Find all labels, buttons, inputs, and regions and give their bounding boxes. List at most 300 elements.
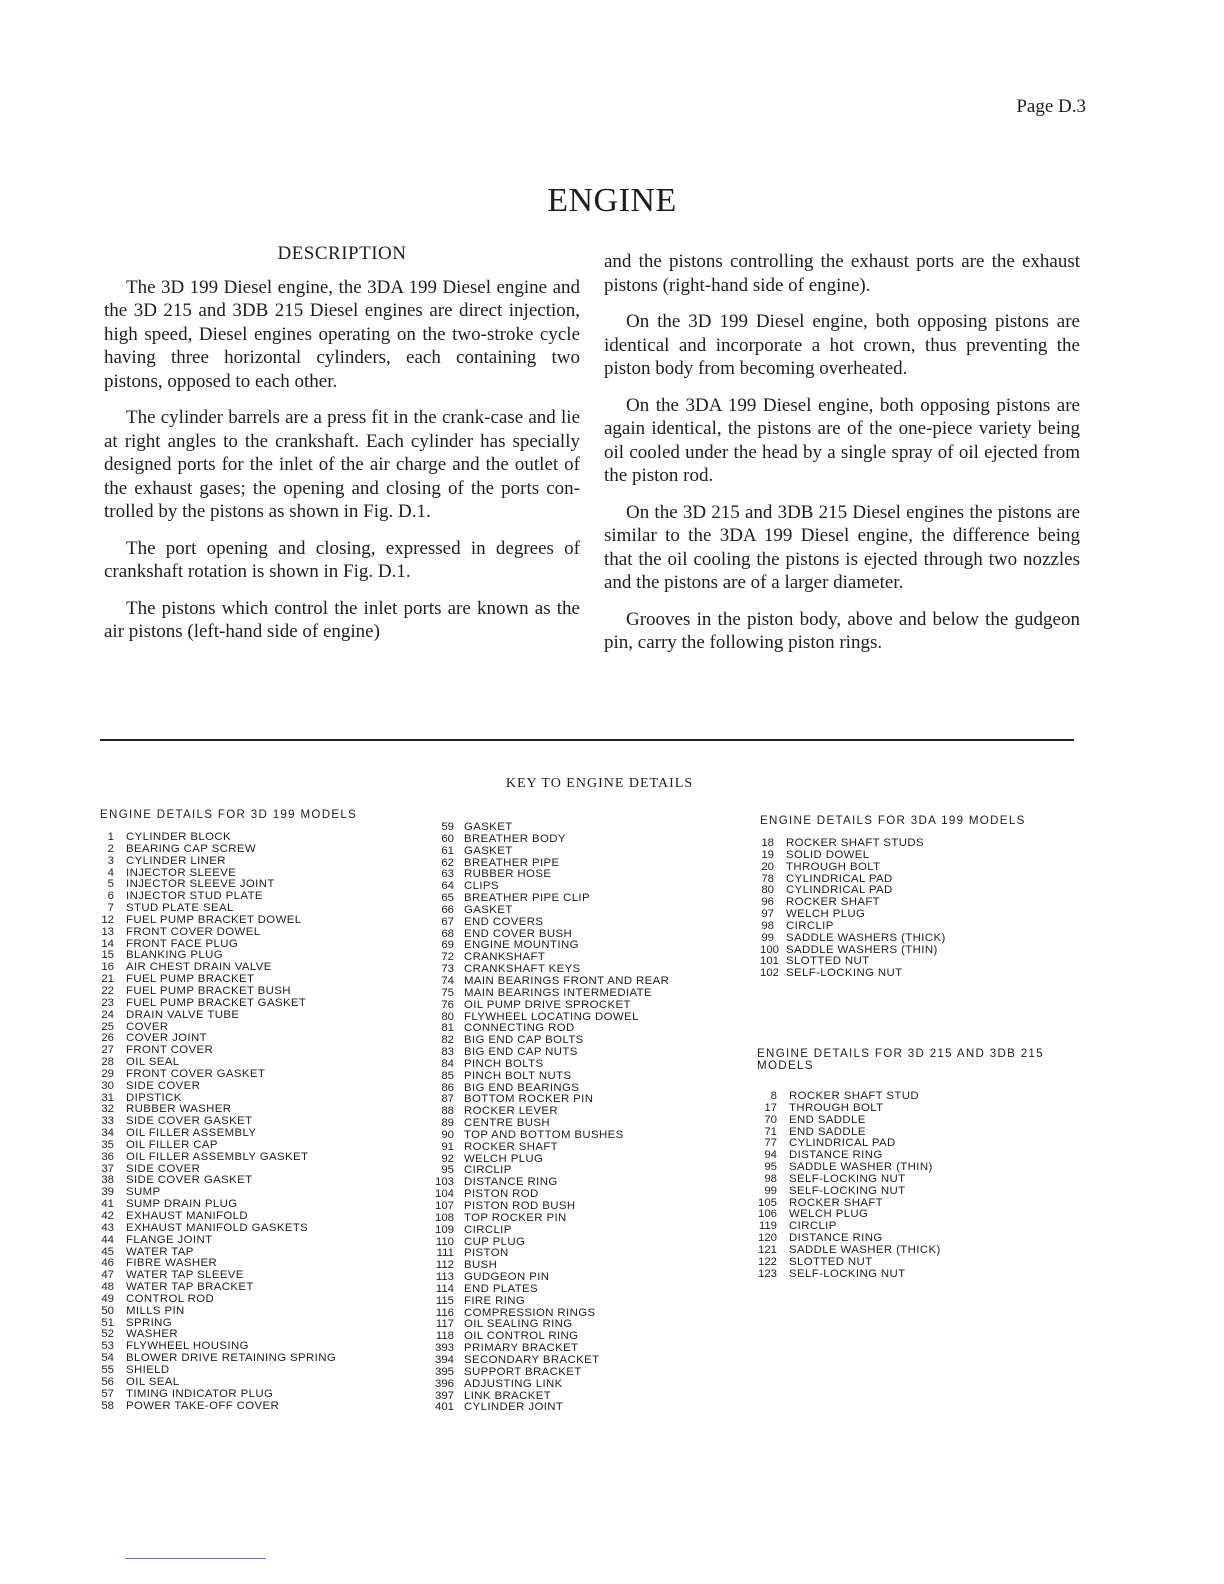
key-item-number: 76 — [441, 998, 454, 1011]
key-item-number: 80 — [441, 1010, 454, 1023]
key-item-label: FLYWHEEL HOUSING — [126, 1340, 249, 1353]
key-item-label: END PLATES — [464, 1282, 539, 1295]
key-item-number: 117 — [435, 1318, 454, 1331]
key-item — [100, 1223, 400, 1235]
key-item-number: 49 — [101, 1292, 114, 1305]
description-paragraph: The 3D 199 Diesel engine, the 3DA 199 Diesel engine and the 3D 215 and 3DB 215 Diesel engines are direct injection, high speed, Diesel engines operating on the two-stroke cycle having three horizontal cylinders, each containing two pistons, opposed to each other. — [104, 276, 580, 392]
key-item-number: 121 — [757, 1243, 777, 1256]
key-item-label: STUD PLATE SEAL — [126, 902, 234, 915]
key-item-number: 60 — [441, 832, 454, 845]
key-item-number: 51 — [101, 1316, 114, 1329]
key-item-number: 43 — [101, 1221, 114, 1234]
key-item-number: 26 — [101, 1032, 114, 1045]
key-item-label: OIL FILLER CAP — [126, 1138, 218, 1151]
key-item-list — [432, 822, 732, 1414]
key-item-number: 35 — [101, 1138, 114, 1151]
key-item — [760, 862, 1080, 874]
key-item-label: CIRCLIP — [789, 1220, 837, 1233]
key-item-number: 90 — [441, 1128, 454, 1141]
description-paragraph: The pistons which control the inlet ports are known as the air pistons (left-hand side of engine) — [104, 597, 580, 642]
key-item — [100, 998, 400, 1010]
key-item — [432, 1142, 732, 1154]
key-item-number: 106 — [757, 1208, 777, 1221]
key-item-number: 92 — [441, 1152, 454, 1165]
key-item-number: 104 — [434, 1188, 454, 1201]
key-item-number: 102 — [760, 967, 780, 980]
description-paragraph: The port opening and closing, expressed in degrees of crankshaft rotation is shown in Fig. D.1. — [104, 537, 580, 582]
key-item-number: 14 — [101, 937, 114, 950]
key-item — [100, 1306, 400, 1318]
key-item-number: 55 — [101, 1363, 114, 1376]
key-item-number: 74 — [441, 974, 454, 987]
key-item-number: 19 — [761, 848, 774, 861]
key-item-label: END SADDLE — [789, 1113, 866, 1126]
key-item-label: SUPPORT BRACKET — [464, 1365, 582, 1378]
key-item-number: 95 — [764, 1161, 777, 1174]
key-item-number: 15 — [101, 949, 114, 962]
key-item-label: PISTON — [464, 1247, 509, 1260]
key-item-label: ROCKER SHAFT STUDS — [786, 837, 924, 849]
key-item-label: BLANKING PLUG — [126, 949, 223, 962]
key-item-number: 5 — [107, 878, 114, 891]
key-item — [432, 1367, 732, 1379]
key-item-number: 8 — [770, 1090, 777, 1102]
key-item-label: GASKET — [464, 903, 513, 916]
key-item-label: COVER — [126, 1020, 169, 1033]
description-paragraph: Grooves in the piston body, above and below the gudgeon pin, carry the following piston rings. — [604, 608, 1080, 653]
key-item — [760, 921, 1080, 933]
key-item-label: CYLINDER JOINT — [464, 1401, 564, 1414]
key-item-label: FRONT COVER — [126, 1044, 214, 1057]
key-item-number: 22 — [101, 984, 114, 997]
key-item — [100, 1152, 400, 1164]
key-item-label: WASHER — [126, 1328, 178, 1341]
key-item — [100, 1081, 400, 1093]
key-item-label: BREATHER BODY — [464, 832, 566, 845]
key-item-label: CYLINDER LINER — [126, 854, 226, 867]
key-item-list — [100, 832, 400, 1412]
key-item-number: 77 — [764, 1137, 777, 1150]
key-item-number: 53 — [101, 1340, 114, 1353]
key-item-label: FUEL PUMP BRACKET BUSH — [126, 984, 291, 997]
key-item-number: 95 — [441, 1164, 454, 1177]
key-item-label: CYLINDER BLOCK — [126, 831, 231, 843]
key-item-number: 88 — [441, 1105, 454, 1118]
key-item-label: CYLINDRICAL PAD — [786, 884, 893, 897]
key-item-label: SUMP — [126, 1186, 161, 1199]
key-item — [432, 846, 732, 858]
key-item-number: 75 — [441, 986, 454, 999]
key-item-label: AIR CHEST DRAIN VALVE — [126, 961, 272, 974]
key-item-number: 52 — [101, 1328, 114, 1341]
key-item-number: 57 — [101, 1387, 114, 1400]
key-item-number: 123 — [757, 1267, 777, 1280]
key-item-number: 16 — [101, 961, 114, 974]
key-item-label: FIRE RING — [464, 1294, 526, 1307]
key-item-label: SELF-LOCKING NUT — [789, 1267, 906, 1280]
key-item-label: SECONDARY BRACKET — [464, 1353, 600, 1366]
key-item-number: 105 — [757, 1196, 777, 1209]
key-item-number: 110 — [435, 1235, 454, 1248]
key-item-label: SADDLE WASHERS (THIN) — [786, 943, 938, 956]
key-item-number: 42 — [101, 1210, 114, 1222]
key-item-number: 56 — [101, 1375, 114, 1388]
key-item-number: 50 — [101, 1304, 114, 1317]
key-item-number: 65 — [441, 892, 454, 905]
key-item-number: 47 — [101, 1269, 114, 1282]
key-item-label: ROCKER SHAFT — [464, 1140, 559, 1153]
key-item — [432, 1130, 732, 1142]
key-item-label: ROCKER SHAFT — [789, 1196, 884, 1209]
key-item-label: FLYWHEEL LOCATING DOWEL — [464, 1010, 639, 1023]
key-item-label: INJECTOR SLEEVE JOINT — [126, 878, 275, 891]
key-item-number: 91 — [441, 1140, 454, 1153]
description-paragraph-continuation: and the pistons controlling the exhaust ports are the exhaust pistons (right-hand side of engine). — [604, 251, 1080, 296]
key-item-number: 101 — [760, 955, 780, 968]
key-item — [757, 1269, 1087, 1281]
key-item — [757, 1103, 1087, 1115]
key-item — [432, 1284, 732, 1296]
key-item-number: 61 — [441, 844, 454, 857]
key-item-number: 83 — [441, 1046, 454, 1059]
key-item-number: 69 — [441, 939, 454, 952]
description-left-column — [104, 242, 580, 657]
key-item-label: WELCH PLUG — [464, 1152, 544, 1165]
key-item-label: POWER TAKE-OFF COVER — [126, 1399, 280, 1412]
key-item-number: 107 — [434, 1200, 454, 1212]
key-item-number: 111 — [436, 1247, 454, 1260]
key-item-label: FIBRE WASHER — [126, 1257, 218, 1270]
key-item-label: SHIELD — [126, 1363, 170, 1376]
key-item — [432, 1000, 732, 1012]
key-item-label: OIL PUMP DRIVE SPROCKET — [464, 998, 631, 1011]
key-item — [100, 915, 400, 927]
key-item-number: 394 — [434, 1353, 454, 1366]
key-item — [432, 1071, 732, 1083]
key-item-number: 72 — [441, 951, 454, 964]
key-item-label: LINK BRACKET — [464, 1389, 552, 1402]
key-item-label: OIL SEAL — [126, 1375, 180, 1388]
key-item-number: 48 — [101, 1281, 114, 1294]
key-item-number: 122 — [757, 1255, 777, 1268]
key-item — [100, 1401, 400, 1413]
description-paragraph: On the 3DA 199 Diesel engine, both opposing pistons are again identical, the pistons are of the one-piece variety being oil cooled under the head by a single spray of oil ejected from the piston rod. — [604, 394, 1080, 486]
key-item-label: SIDE COVER GASKET — [126, 1174, 253, 1187]
key-item — [757, 1174, 1087, 1186]
key-item — [757, 1115, 1087, 1127]
key-item-number: 99 — [761, 931, 774, 944]
key-item-label: ROCKER SHAFT STUD — [789, 1090, 919, 1102]
key-item-label: BUSH — [464, 1259, 498, 1272]
key-item-label: DISTANCE RING — [789, 1232, 883, 1245]
key-item-label: END COVER BUSH — [464, 927, 573, 940]
key-item-label: MAIN BEARINGS INTERMEDIATE — [464, 986, 653, 999]
section-divider — [100, 739, 1074, 741]
key-item — [100, 927, 400, 939]
key-item-label: MAIN BEARINGS FRONT AND REAR — [464, 974, 670, 987]
key-item — [432, 1296, 732, 1308]
key-item-label: EXHAUST MANIFOLD GASKETS — [126, 1221, 309, 1234]
key-item-label: DISTANCE RING — [464, 1176, 558, 1189]
key-item-number: 401 — [434, 1401, 454, 1414]
key-item-label: CENTRE BUSH — [464, 1117, 551, 1130]
key-item-number: 70 — [764, 1113, 777, 1126]
key-item-number: 80 — [761, 884, 774, 897]
key-item-label: SELF-LOCKING NUT — [786, 967, 903, 980]
key-item-number: 4 — [107, 866, 114, 879]
key-item-number: 31 — [101, 1091, 114, 1104]
key-group-3d199-continued — [432, 822, 732, 1414]
key-item-number: 81 — [441, 1022, 454, 1035]
key-item-number: 3 — [107, 854, 114, 867]
key-item-label: END SADDLE — [789, 1125, 866, 1138]
key-item-number: 98 — [761, 919, 774, 932]
key-item-number: 86 — [441, 1081, 454, 1094]
key-item — [432, 834, 732, 846]
key-item-label: SIDE COVER GASKET — [126, 1115, 253, 1128]
key-item-number: 41 — [101, 1198, 114, 1211]
key-item-label: BEARING CAP SCREW — [126, 842, 257, 855]
key-item-number: 30 — [101, 1079, 114, 1092]
key-item-label: WATER TAP SLEEVE — [126, 1269, 244, 1282]
key-item-label: SADDLE WASHERS (THICK) — [786, 931, 946, 944]
key-item-label: CIRCLIP — [464, 1164, 512, 1177]
key-item-label: SUMP DRAIN PLUG — [126, 1198, 238, 1211]
key-item-number: 113 — [435, 1271, 454, 1284]
key-item-label: CONNECTING ROD — [464, 1022, 575, 1035]
key-item-number: 24 — [101, 1008, 114, 1021]
key-item-label: ROCKER SHAFT — [786, 896, 881, 909]
key-item — [100, 856, 400, 868]
key-item — [100, 1377, 400, 1389]
key-item-label: TOP AND BOTTOM BUSHES — [464, 1128, 624, 1141]
key-item-label: FUEL PUMP BRACKET GASKET — [126, 996, 307, 1009]
key-item-label: FRONT FACE PLUG — [126, 937, 239, 950]
key-item-number: 89 — [441, 1117, 454, 1130]
key-item-label: WATER TAP — [126, 1245, 194, 1258]
key-item-number: 27 — [101, 1044, 114, 1057]
key-group-heading: ENGINE DETAILS FOR 3D 215 AND 3DB 215 MODELS — [757, 1047, 1044, 1072]
key-item-label: SLOTTED NUT — [786, 955, 870, 968]
key-item-label: EXHAUST MANIFOLD — [126, 1210, 249, 1222]
key-item-list — [760, 838, 1080, 980]
key-item-number: 103 — [434, 1176, 454, 1189]
key-item-number: 62 — [441, 856, 454, 869]
key-item-label: BIG END CAP NUTS — [464, 1046, 578, 1059]
key-item-number: 33 — [101, 1115, 114, 1128]
key-item-number: 6 — [107, 890, 114, 903]
key-item-label: BREATHER PIPE — [464, 856, 560, 869]
key-item — [432, 905, 732, 917]
key-item-number: 68 — [441, 927, 454, 940]
key-item-label: GUDGEON PIN — [464, 1271, 550, 1284]
key-item-label: CUP PLUG — [464, 1235, 526, 1248]
page-number: Page D.3 — [1016, 96, 1086, 117]
key-item-label: THROUGH BOLT — [789, 1101, 884, 1114]
key-item-number: 109 — [434, 1223, 454, 1236]
key-item-number: 114 — [435, 1282, 454, 1295]
key-item-number: 28 — [101, 1056, 114, 1069]
key-item-number: 32 — [101, 1103, 114, 1116]
key-group-3d199 — [100, 809, 400, 1412]
description-paragraph: The cylinder barrels are a press fit in the crank-case and lie at right angles to the crankshaft. Each cylinder has specially designed ports for the inlet of the air charge and the outlet of the exhaust gases; the opening and closing of the ports con-trolled by the pistons as shown in Fig. D.1. — [104, 407, 580, 522]
key-item-label: SOLID DOWEL — [786, 848, 870, 861]
key-item-label: CYLINDRICAL PAD — [786, 872, 893, 885]
key-item-number: 18 — [761, 837, 774, 849]
key-group-3da199 — [760, 815, 1080, 980]
key-item-number: 13 — [101, 925, 114, 938]
key-item-number: 64 — [441, 880, 454, 893]
key-item-label: OIL SEALING RING — [464, 1318, 573, 1331]
key-item-label: INJECTOR STUD PLATE — [126, 890, 263, 903]
page-title: ENGINE — [547, 182, 677, 219]
key-item-number: 54 — [101, 1352, 114, 1365]
key-item-label: WELCH PLUG — [789, 1208, 869, 1221]
key-item — [432, 1402, 732, 1414]
key-item-label: SIDE COVER — [126, 1079, 201, 1092]
key-item-number: 396 — [434, 1377, 454, 1390]
key-item-label: RUBBER WASHER — [126, 1103, 232, 1116]
key-item-label: CIRCLIP — [464, 1223, 512, 1236]
key-item-number: 2 — [107, 842, 114, 855]
key-item-label: SADDLE WASHER (THICK) — [789, 1243, 941, 1256]
key-item-number: 20 — [761, 860, 774, 873]
key-group-heading: ENGINE DETAILS FOR 3DA 199 MODELS — [760, 814, 1026, 827]
key-item — [100, 1010, 400, 1022]
footer-line — [125, 1558, 266, 1559]
key-item-number: 17 — [764, 1101, 777, 1114]
key-item — [760, 850, 1080, 862]
key-item-number: 97 — [761, 908, 774, 921]
key-item-label: BIG END BEARINGS — [464, 1081, 580, 1094]
key-item-number: 73 — [441, 963, 454, 976]
key-item-label: FRONT COVER GASKET — [126, 1067, 266, 1080]
key-item — [100, 1389, 400, 1401]
key-item-label: WELCH PLUG — [786, 908, 866, 921]
key-item-list — [757, 1091, 1087, 1281]
key-item-label: CONTROL ROD — [126, 1292, 215, 1305]
key-item-label: SPRING — [126, 1316, 173, 1329]
key-item-number: 112 — [435, 1259, 454, 1272]
key-item-label: CYLINDRICAL PAD — [789, 1137, 896, 1150]
key-item-number: 44 — [101, 1233, 114, 1246]
key-item-label: TOP ROCKER PIN — [464, 1211, 567, 1224]
description-heading: DESCRIPTION — [277, 243, 407, 264]
key-item-label: PISTON ROD BUSH — [464, 1200, 576, 1212]
key-item-label: THROUGH BOLT — [786, 860, 881, 873]
key-item — [100, 1294, 400, 1306]
key-item-number: 397 — [434, 1389, 454, 1402]
key-item-number: 99 — [764, 1184, 777, 1197]
key-item-label: SADDLE WASHER (THIN) — [789, 1161, 933, 1174]
key-item — [432, 988, 732, 1000]
key-item — [100, 1235, 400, 1247]
description-right-column — [604, 250, 1080, 668]
key-item-number: 38 — [101, 1174, 114, 1187]
key-item-label: SELF-LOCKING NUT — [789, 1172, 906, 1185]
key-item-label: CIRCLIP — [786, 919, 834, 932]
key-item-label: CRANKSHAFT — [464, 951, 546, 964]
key-item-number: 67 — [441, 915, 454, 928]
key-heading — [0, 776, 1224, 792]
key-item — [100, 1069, 400, 1081]
key-item-label: ENGINE MOUNTING — [464, 939, 579, 952]
key-item-number: 100 — [760, 943, 780, 956]
key-item-label: GASKET — [464, 821, 513, 833]
key-item-label: DIPSTICK — [126, 1091, 182, 1104]
key-item-label: FLANGE JOINT — [126, 1233, 213, 1246]
key-item-label: CRANKSHAFT KEYS — [464, 963, 581, 976]
key-item-label: ADJUSTING LINK — [464, 1377, 563, 1390]
key-item-number: 7 — [107, 902, 114, 915]
key-item-number: 37 — [101, 1162, 114, 1175]
key-item-label: OIL FILLER ASSEMBLY GASKET — [126, 1150, 309, 1163]
key-item — [100, 1140, 400, 1152]
key-item-number: 34 — [101, 1127, 114, 1140]
key-item-label: DRAIN VALVE TUBE — [126, 1008, 240, 1021]
key-item-label: FUEL PUMP BRACKET — [126, 973, 255, 986]
description-paragraph: On the 3D 215 and 3DB 215 Diesel engines the pistons are similar to the 3DA 199 Diesel engine, the difference being that the oil cooling the pistons is ejected through two nozzles and the pistons are of a larger diameter. — [604, 501, 1080, 593]
key-item-number: 45 — [101, 1245, 114, 1258]
key-item-label: END COVERS — [464, 915, 544, 928]
key-item-label: ROCKER LEVER — [464, 1105, 559, 1118]
key-item-number: 78 — [761, 872, 774, 885]
key-item-number: 84 — [441, 1057, 454, 1070]
key-item — [432, 1379, 732, 1391]
key-item — [760, 968, 1080, 980]
key-item-number: 59 — [441, 821, 454, 833]
key-heading-text: KEY TO ENGINE DETAILS — [505, 776, 694, 791]
key-item-number: 115 — [435, 1294, 454, 1307]
key-item-number: 108 — [434, 1211, 454, 1224]
key-item-label: TIMING INDICATOR PLUG — [126, 1387, 274, 1400]
key-item-number: 29 — [101, 1067, 114, 1080]
key-item-label: SELF-LOCKING NUT — [789, 1184, 906, 1197]
key-item — [757, 1186, 1087, 1198]
key-item-label: GASKET — [464, 844, 513, 857]
key-item-label: COMPRESSION RINGS — [464, 1306, 596, 1319]
key-item-number: 71 — [764, 1125, 777, 1138]
key-item-label: OIL CONTROL RING — [464, 1330, 579, 1343]
key-item-label: WATER TAP BRACKET — [126, 1281, 254, 1294]
key-item-label: SIDE COVER — [126, 1162, 201, 1175]
key-item-number: 63 — [441, 868, 454, 881]
key-item-label: PISTON ROD — [464, 1188, 539, 1201]
key-item-number: 46 — [101, 1257, 114, 1270]
key-item — [757, 1257, 1087, 1269]
key-item-label: CLIPS — [464, 880, 499, 893]
key-item-number: 119 — [758, 1220, 777, 1233]
key-item-label: FUEL PUMP BRACKET DOWEL — [126, 913, 302, 926]
key-group-3d215 — [757, 1048, 1087, 1281]
key-item-label: BOTTOM ROCKER PIN — [464, 1093, 594, 1106]
key-item-label: OIL SEAL — [126, 1056, 180, 1069]
key-item-label: DISTANCE RING — [789, 1149, 883, 1162]
key-item-number: 36 — [101, 1150, 114, 1163]
key-item-number: 393 — [434, 1342, 454, 1355]
key-item-label: INJECTOR SLEEVE — [126, 866, 237, 879]
key-item-label: OIL FILLER ASSEMBLY — [126, 1127, 257, 1140]
key-item-number: 25 — [101, 1020, 114, 1033]
key-item-number: 120 — [757, 1232, 777, 1245]
key-item — [100, 844, 400, 856]
key-item — [432, 1213, 732, 1225]
key-item-number: 116 — [435, 1306, 454, 1319]
key-item-label: COVER JOINT — [126, 1032, 207, 1045]
key-item-number: 82 — [441, 1034, 454, 1047]
key-item-number: 87 — [441, 1093, 454, 1106]
description-paragraph: On the 3D 199 Diesel engine, both opposing pistons are identical and incorporate a hot crown, thus preventing the piston body from becoming overheated. — [604, 311, 1080, 379]
